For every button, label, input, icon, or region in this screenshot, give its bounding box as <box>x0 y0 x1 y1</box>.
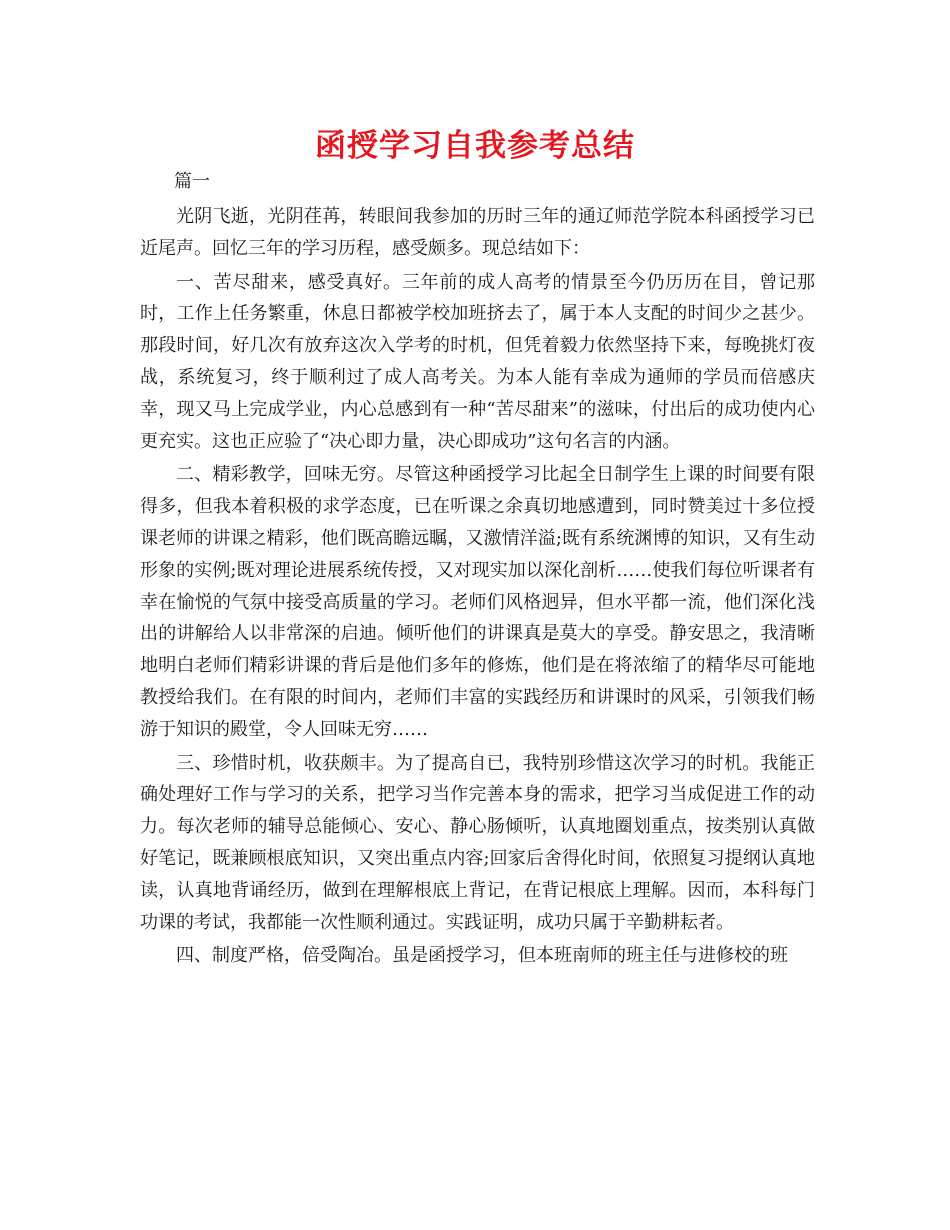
paragraph-3: 三、珍惜时机，收获颇丰。为了提高自已，我特别珍惜这次学习的时机。我能正确处理好工作与学习的关系，把学习当作完善本身的需求，把学习当成促进工作的动力。每次老师的辅导总能倾心、安心、静心肠倾听，认真地圈划重点，按类别认真做好笔记，既兼顾根底知识，又突出重点内容;回家后舍得化时间，依照复习提纲认真地读，认真地背诵经历，做到在理解根底上背记，在背记根底上理解。因而，本科每门功课的考试，我都能一次性顺利通过。实践证明，成功只属于辛勤耕耘者。 <box>140 752 815 933</box>
document-body <box>140 201 815 974</box>
paragraph-1: 一、苦尽甜来，感受真好。三年前的成人高考的情景至今仍历历在目，曾记那时，工作上任务繁重，休息日都被学校加班挤去了，属于本人支配的时间少之甚少。那段时间，好几次有放弃这次入学考的时机，但凭着毅力依然坚持下来，每晚挑灯夜战，系统复习，终于顺利过了成人高考关。为本人能有幸成为通师的学员而倍感庆幸，现又马上完成学业，内心总感到有一种“苦尽甜来”的滋味，付出后的成功使内心更充实。这也正应验了“决心即力量，决心即成功”这句名言的内涵。 <box>140 271 815 452</box>
paragraph-intro: 光阴飞逝，光阴荏苒，转眼间我参加的历时三年的通辽师范学院本科函授学习已近尾声。回忆三年的学习历程，感受颇多。现总结如下： <box>140 206 815 259</box>
paragraph-4: 四、制度严格，倍受陶冶。虽是函授学习，但本班南师的班主任与进修校的班 <box>176 945 788 967</box>
document-title: 函授学习自我参考总结 <box>315 128 635 164</box>
section-label: 篇一 <box>174 171 210 192</box>
paragraph-2: 二、精彩教学，回味无穷。尽管这种函授学习比起全日制学生上课的时间要有限得多，但我本着积极的求学态度，已在听课之余真切地感遭到，同时赞美过十多位授课老师的讲课之精彩，他们既高瞻远瞩，又激情洋溢;既有系统渊博的知识，又有生动形象的实例;既对理论进展系统传授，又对现实加以深化剖析……使我们每位听课者有幸在愉悦的气氛中接受高质量的学习。老师们风格迥异，但水平都一流，他们深化浅出的讲解给人以非常深的启迪。倾听他们的讲课真是莫大的享受。静安思之，我清晰地明白老师们精彩讲课的背后是他们多年的修炼，他们是在将浓缩了的精华尽可能地教授给我们。在有限的时间内，老师们丰富的实践经历和讲课时的风采，引领我们畅游于知识的殿堂，令人回味无穷…… <box>140 464 815 740</box>
